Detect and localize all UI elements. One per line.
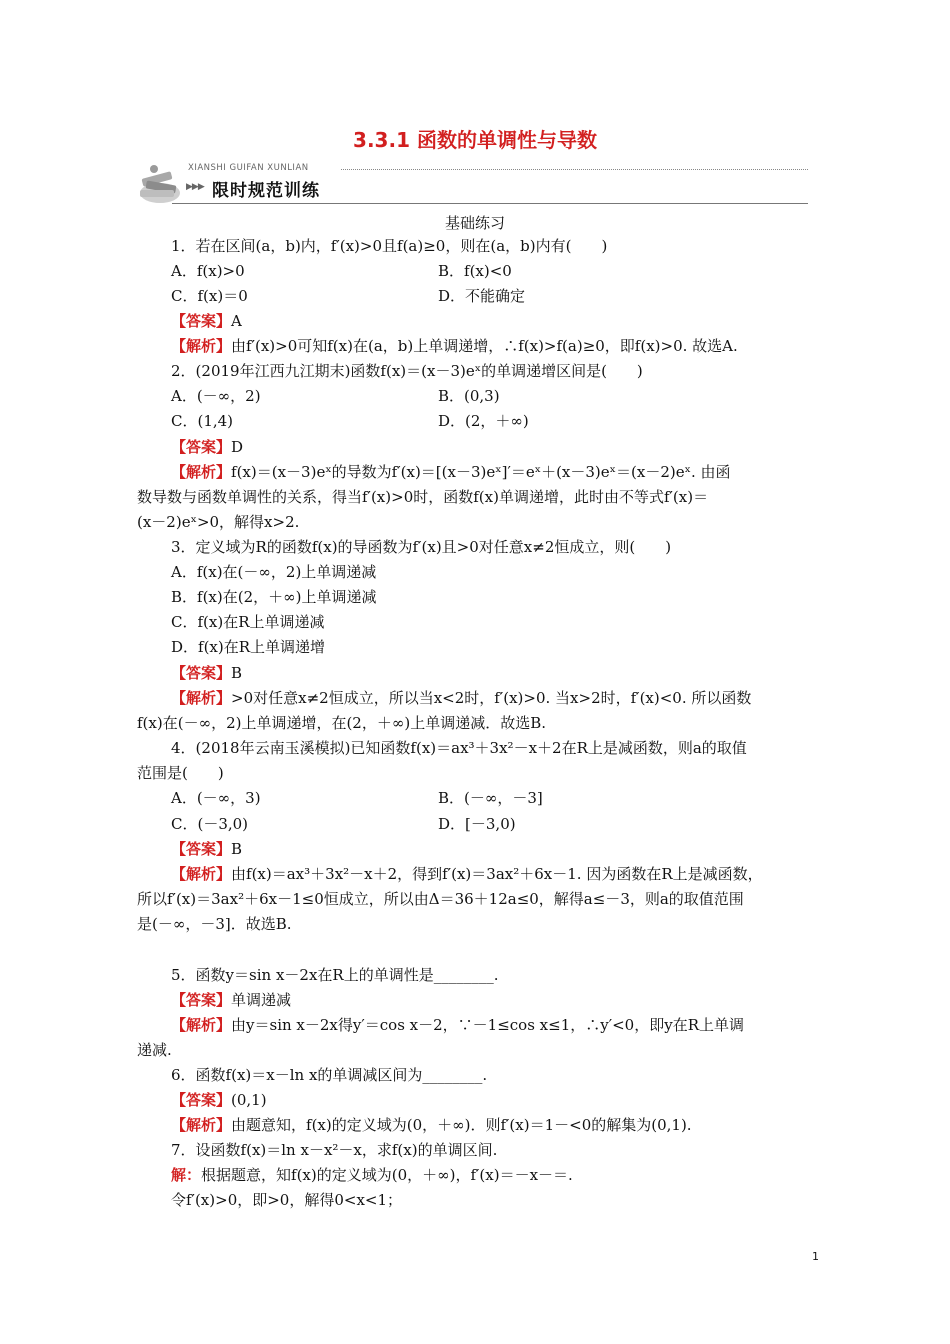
answer-3 (171, 663, 242, 683)
option-3a: A．f(x)在(－∞，2)上单调递减 (171, 563, 377, 581)
explanation-4 (171, 864, 763, 884)
answer-5-value: 单调递减 (231, 991, 292, 1009)
answer-tag: 【答案】 (171, 840, 232, 858)
explanation-tag: 【解析】 (171, 463, 232, 481)
option-3d: D．f(x)在R上单调递增 (171, 638, 326, 656)
question-6: 6．函数f(x)＝x－ln x的单调减区间为________. (171, 1066, 488, 1084)
answer-tag: 【答案】 (171, 438, 232, 456)
explanation-6-text: 由题意知，f(x)的定义域为(0，＋∞)．则f′(x)＝1－<0的解集为(0,1). (231, 1116, 692, 1134)
option-4d: D．[－3,0) (438, 815, 516, 833)
question-2: 2．(2019年江西九江期末)函数f(x)＝(x－3)eˣ的单调递增区间是( ) (171, 362, 643, 380)
explanation-tag: 【解析】 (171, 689, 232, 707)
question-7: 7．设函数f(x)＝ln x－x²－x，求f(x)的单调区间. (171, 1141, 498, 1159)
explanation-tag: 【解析】 (171, 865, 232, 883)
question-4-line-2: 范围是( ) (137, 764, 224, 782)
explanation-tag: 【解析】 (171, 337, 232, 355)
page-number: 1 (812, 1250, 819, 1263)
option-4b: B．(－∞，－3] (438, 789, 543, 807)
explanation-6 (171, 1115, 692, 1135)
banner-underline (172, 203, 808, 204)
option-1b: B．f(x)<0 (438, 262, 512, 280)
banner-dotted-rule (341, 169, 808, 170)
answer-4-value: B (231, 840, 243, 858)
question-1: 1．若在区间(a，b)内，f′(x)>0且f(a)≥0，则在(a，b)内有( ) (171, 237, 608, 255)
banner-arrows: ▶▶▶ (186, 182, 204, 192)
answer-2-value: D (231, 438, 244, 456)
banner-pinyin: XIANSHI GUIFAN XUNLIAN (188, 163, 309, 173)
answer-6 (171, 1090, 267, 1110)
section-banner (136, 157, 808, 207)
option-2c: C．(1,4) (171, 412, 234, 430)
option-1c: C．f(x)＝0 (171, 287, 248, 305)
section-heading: 基础练习 (444, 214, 505, 232)
answer-5 (171, 990, 291, 1010)
explanation-4-line-2: 所以f′(x)＝3ax²＋6x－1≤0恒成立，所以由Δ＝36＋12a≤0，解得a≤－3，则a的取值范围 (137, 890, 744, 908)
answer-tag: 【答案】 (171, 312, 232, 330)
answer-3-value: B (231, 664, 243, 682)
answer-4 (171, 839, 242, 859)
explanation-2 (171, 462, 731, 482)
option-2d: D．(2，＋∞) (438, 412, 529, 430)
solution-tag: 解： (171, 1166, 202, 1184)
option-1d: D．不能确定 (438, 287, 526, 305)
books-icon (136, 157, 186, 207)
explanation-3 (171, 688, 751, 708)
explanation-5-line-2: 递减. (137, 1041, 172, 1059)
answer-tag: 【答案】 (171, 991, 232, 1009)
option-2a: A．(－∞，2) (171, 387, 261, 405)
solution-7-line-2: 令f′(x)>0，即>0，解得0<x<1； (171, 1191, 403, 1209)
question-4: 4．(2018年云南玉溪模拟)已知函数f(x)＝ax³＋3x²－x＋2在R上是减函数，则a的取值 (171, 739, 747, 757)
explanation-4-line-3: 是(－∞，－3]．故选B. (137, 915, 292, 933)
solution-7-text: 根据题意，知f(x)的定义域为(0，＋∞)，f′(x)＝－x－＝. (201, 1166, 573, 1184)
answer-tag: 【答案】 (171, 664, 232, 682)
answer-2 (171, 437, 243, 457)
explanation-4-text: 由f(x)＝ax³＋3x²－x＋2，得到f′(x)＝3ax²＋6x－1. 因为函数在R上是减函数， (231, 865, 763, 883)
answer-6-value: (0,1) (231, 1091, 267, 1109)
page-title: 3.3.1 函数的单调性与导数 (353, 128, 597, 152)
option-1a: A．f(x)>0 (171, 262, 245, 280)
answer-1-value: A (231, 312, 242, 330)
answer-1 (171, 311, 242, 331)
question-3: 3．定义域为R的函数f(x)的导函数为f′(x)且>0对任意x≠2恒成立，则( ) (171, 538, 672, 556)
explanation-tag: 【解析】 (171, 1016, 232, 1034)
banner-label: 限时规范训练 (212, 181, 320, 201)
explanation-1 (171, 336, 738, 356)
explanation-2-line-3: (x－2)eˣ>0，解得x>2. (137, 513, 300, 531)
explanation-2-line-2: 数导数与函数单调性的关系，得当f′(x)>0时，函数f(x)单调递增，此时由不等式f′(x)＝ (137, 488, 709, 506)
explanation-3-line-2: f(x)在(－∞，2)上单调递增，在(2，＋∞)上单调递减．故选B. (137, 714, 546, 732)
explanation-1-text: 由f′(x)>0可知f(x)在(a，b)上单调递增，∴f(x)>f(a)≥0，即f(x)>0. 故选A. (231, 337, 738, 355)
option-2b: B．(0,3) (438, 387, 500, 405)
option-3c: C．f(x)在R上单调递减 (171, 613, 325, 631)
option-3b: B．f(x)在(2，＋∞)上单调递减 (171, 588, 377, 606)
explanation-tag: 【解析】 (171, 1116, 232, 1134)
solution-7 (171, 1165, 573, 1185)
option-4c: C．(－3,0) (171, 815, 249, 833)
question-5: 5．函数y＝sin x－2x在R上的单调性是________. (171, 966, 499, 984)
explanation-2-text: f(x)＝(x－3)eˣ的导数为f′(x)＝[(x－3)eˣ]′＝eˣ＋(x－3)eˣ＝(x－2)eˣ. 由函 (231, 463, 731, 481)
option-4a: A．(－∞，3) (171, 789, 261, 807)
explanation-3-text: >0对任意x≠2恒成立，所以当x<2时，f′(x)>0. 当x>2时，f′(x)<0. 所以函数 (231, 689, 752, 707)
explanation-5-text: 由y＝sin x－2x得y′＝cos x－2，∵－1≤cos x≤1，∴y′<0，即y在R上单调 (231, 1016, 744, 1034)
explanation-5 (171, 1015, 744, 1035)
answer-tag: 【答案】 (171, 1091, 232, 1109)
